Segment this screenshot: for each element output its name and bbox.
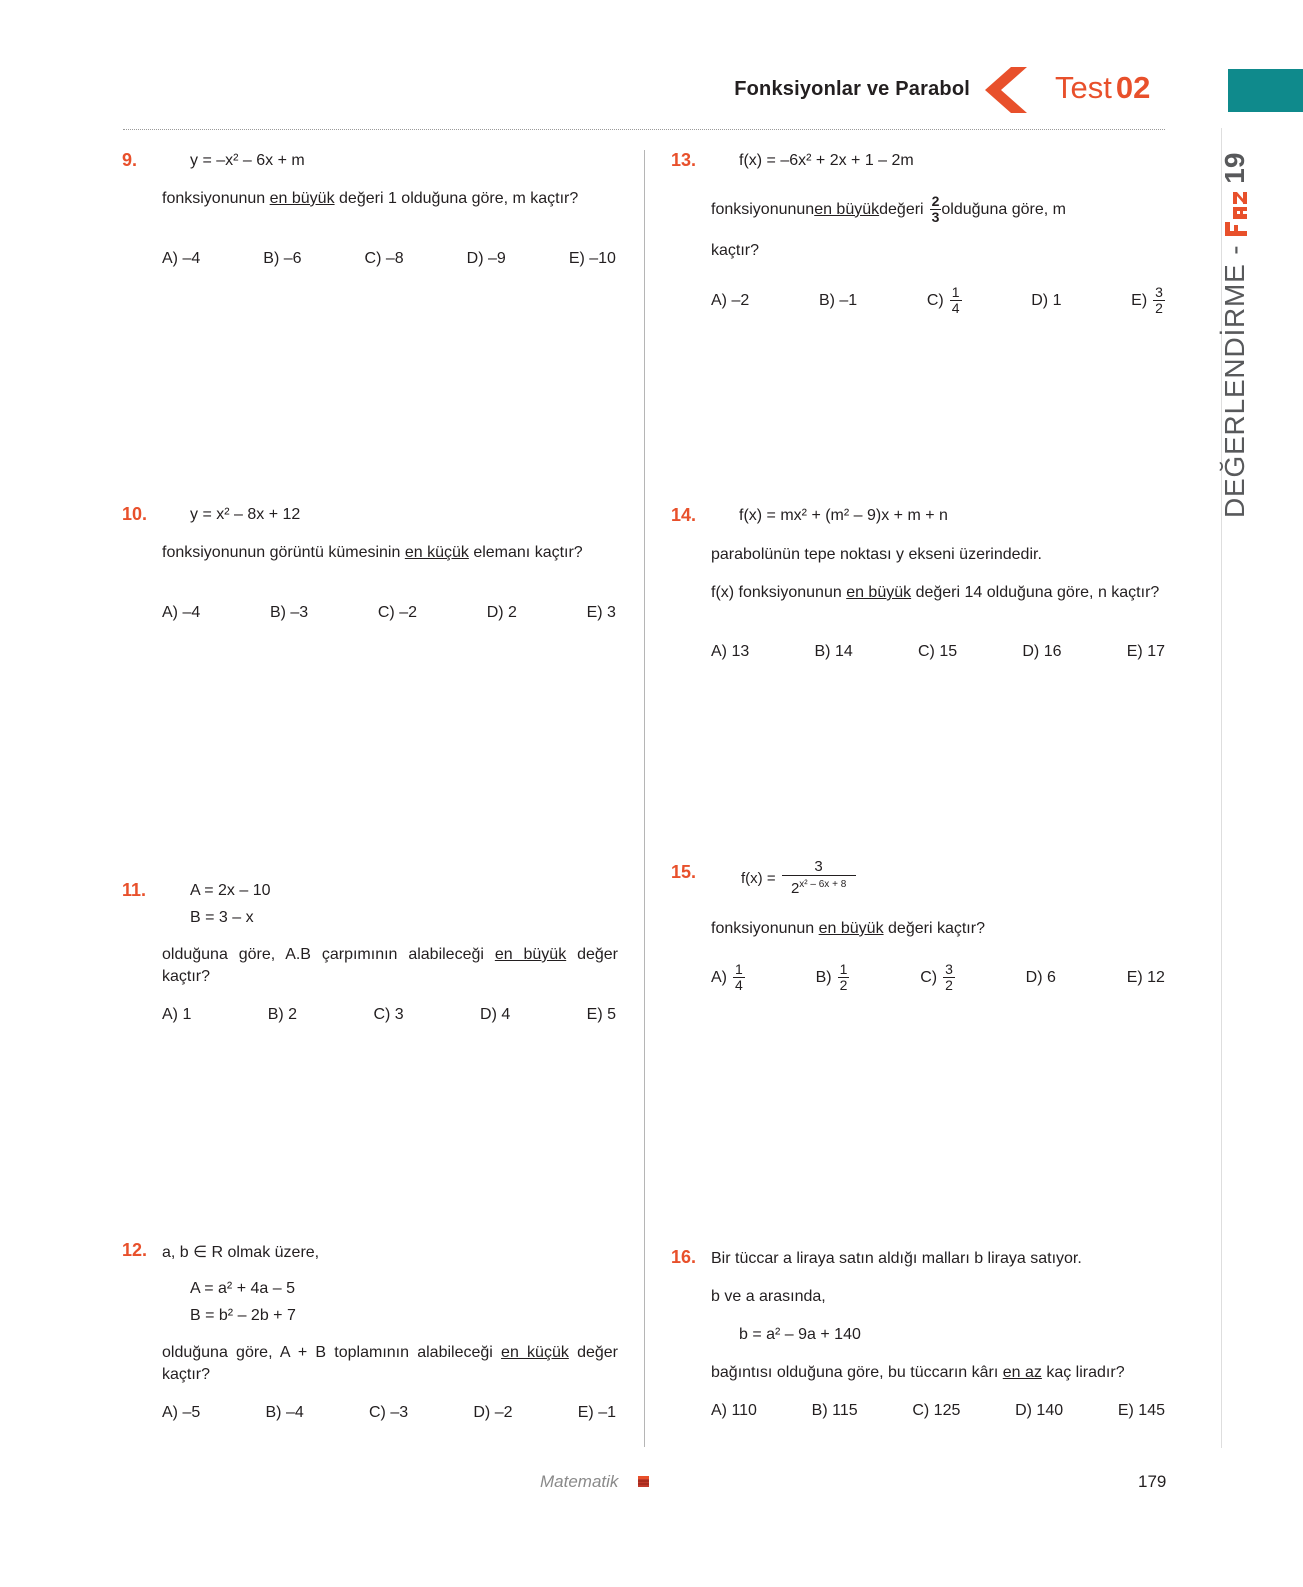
q15-option-e[interactable]: E) 12 <box>1126 968 1165 986</box>
q16-expression: b = a² – 9a + 140 <box>739 1326 861 1343</box>
q16-option-a[interactable]: A) 110 <box>711 1402 757 1419</box>
q9-options <box>162 250 616 268</box>
q12-intro: a, b ∈ R olmak üzere, <box>162 1244 320 1261</box>
q10-option-c[interactable]: C) –2 <box>377 604 417 621</box>
test-number: 02 <box>1115 70 1151 105</box>
q12-option-c[interactable]: C) –3 <box>369 1404 409 1421</box>
q15-emphasis: en büyük <box>818 920 884 937</box>
q11-option-d[interactable]: D) 4 <box>480 1006 511 1023</box>
q13-option-e[interactable]: E) $\frac{3}{2}$ <box>1131 284 1163 316</box>
q13-fraction: $\frac{2}{3}$ <box>931 193 940 225</box>
q15-fraction: $\frac{3}{2^{x^2 - 6x + 8}}$ <box>782 858 856 898</box>
q10-option-e[interactable]: E) 3 <box>586 604 616 621</box>
q14-options <box>711 643 1165 661</box>
q15-options <box>711 962 1165 993</box>
q15-option-b[interactable]: B) $\frac{1}{2}$ <box>815 961 848 993</box>
header-divider <box>123 129 1165 130</box>
q11-emphasis: en büyük <box>494 946 567 963</box>
q14-expression: f(x) = mx² + (m² – 9)x + m + n <box>739 507 948 524</box>
q14-option-d[interactable]: D) 16 <box>1022 643 1062 660</box>
q15-option-c[interactable]: C) $\frac{3}{2}$ <box>920 961 953 993</box>
q12-number: 12. <box>122 1240 148 1260</box>
q9-stem: fonksiyonunun en büyük değeri 1 olduğuna göre, m kaçtır? <box>162 190 579 207</box>
q9-expression: y = –x² – 6x + m <box>190 152 305 169</box>
q10-number: 10. <box>122 504 148 524</box>
q16-stem: bağıntısı olduğuna göre, bu tüccarın kârı en az kaç liradır? <box>711 1364 1125 1381</box>
side-label <box>1183 148 1250 518</box>
test-word: Test <box>1055 70 1112 105</box>
chevron-left-icon <box>985 67 1027 113</box>
page-number: 179 <box>1138 1472 1167 1491</box>
q14-emphasis: en büyük <box>846 584 912 601</box>
q14-option-b[interactable]: B) 14 <box>814 643 853 660</box>
q11-option-e[interactable]: E) 5 <box>586 1006 616 1023</box>
section-tab <box>1228 69 1303 112</box>
q10-option-b[interactable]: B) –3 <box>269 604 309 621</box>
q10-expression: y = x² – 8x + 12 <box>190 506 301 523</box>
q12-option-b[interactable]: B) –4 <box>265 1404 304 1421</box>
q16-emphasis: en az <box>1002 1364 1042 1381</box>
q15-lhs: f(x) = <box>741 869 776 887</box>
q16-option-e[interactable]: E) 145 <box>1117 1402 1165 1419</box>
q11-expression-a: A = 2x – 10 <box>190 882 271 899</box>
q15-number: 15. <box>671 862 697 882</box>
q10-emphasis: en küçük <box>404 544 469 561</box>
q9-emphasis: en büyük <box>269 190 335 207</box>
q12-option-e[interactable]: E) –1 <box>577 1404 616 1421</box>
q13-option-b[interactable]: B) –1 <box>818 291 858 309</box>
q13-number: 13. <box>671 150 697 170</box>
q9-option-c[interactable]: C) –8 <box>364 250 404 267</box>
side-number: 19 <box>1219 152 1250 184</box>
q12-expression-a: A = a² + 4a – 5 <box>190 1280 295 1297</box>
q12-emphasis: en küçük <box>501 1344 569 1361</box>
q16-option-c[interactable]: C) 125 <box>912 1402 961 1419</box>
q9-option-b[interactable]: B) –6 <box>263 250 302 267</box>
q9-option-d[interactable]: D) –9 <box>466 250 506 267</box>
q16-option-b[interactable]: B) 115 <box>811 1402 858 1419</box>
q11-option-b[interactable]: B) 2 <box>267 1006 298 1023</box>
q13-stem-end: kaçtır? <box>711 242 760 259</box>
q14-condition: parabolünün tepe noktası y ekseni üzerindedir. <box>711 546 1042 563</box>
q11-number: 11. <box>122 880 147 900</box>
q12-options <box>162 1404 616 1422</box>
q13-option-a[interactable]: A) –2 <box>711 291 750 309</box>
side-label-text: DEĞERLENDİRME - <box>1219 244 1250 518</box>
q11-option-a[interactable]: A) 1 <box>162 1006 192 1023</box>
q12-stem: olduğuna göre, A + B toplamının alabileceği en küçük değer kaçtır? <box>162 1344 618 1383</box>
q16-options <box>711 1402 1165 1420</box>
q11-expression-b: B = 3 – x <box>190 909 254 926</box>
q10-option-d[interactable]: D) 2 <box>486 604 517 621</box>
q11-options <box>162 1006 616 1024</box>
q15-stem: fonksiyonunun en büyük değeri kaçtır? <box>711 920 985 937</box>
q13-options <box>711 285 1165 316</box>
q15-option-a[interactable]: A) $\frac{1}{4}$ <box>711 961 743 993</box>
test-label <box>1055 70 1150 106</box>
q13-expression: f(x) = –6x² + 2x + 1 – 2m <box>739 152 914 169</box>
q16-number: 16. <box>671 1247 697 1267</box>
fasikul-logo <box>1221 192 1249 236</box>
q9-option-a[interactable]: A) –4 <box>162 250 201 267</box>
footer-square-icon <box>638 1476 649 1487</box>
q10-options <box>162 604 616 622</box>
q12-expression-b: B = b² – 2b + 7 <box>190 1307 296 1324</box>
q15-option-d[interactable]: D) 6 <box>1025 968 1056 986</box>
footer-subject: Matematik <box>540 1472 619 1491</box>
q13-stem: fonksiyonunun en büyük değeri $\frac{2}{3}$ olduğuna göre, m <box>711 193 1066 225</box>
chapter-title: Fonksiyonlar ve Parabol <box>734 78 970 100</box>
column-divider <box>644 150 645 1447</box>
q13-option-d[interactable]: D) 1 <box>1031 291 1062 309</box>
q12-option-a[interactable]: A) –5 <box>162 1404 201 1421</box>
q13-emphasis: en büyük <box>814 200 880 218</box>
q14-stem: f(x) fonksiyonunun en büyük değeri 14 olduğuna göre, n kaçtır? <box>711 584 1160 601</box>
q16-option-d[interactable]: D) 140 <box>1015 1402 1064 1419</box>
q14-option-a[interactable]: A) 13 <box>711 643 750 660</box>
q14-option-c[interactable]: C) 15 <box>918 643 958 660</box>
q16-line1: Bir tüccar a liraya satın aldığı malları b liraya satıyor. <box>711 1250 1082 1267</box>
q16-line2: b ve a arasında, <box>711 1288 826 1305</box>
q10-stem: fonksiyonunun görüntü kümesinin en küçük elemanı kaçtır? <box>162 544 583 561</box>
q9-option-e[interactable]: E) –10 <box>568 250 616 267</box>
q12-option-d[interactable]: D) –2 <box>473 1404 513 1421</box>
q14-number: 14. <box>671 505 697 525</box>
q11-stem: olduğuna göre, A.B çarpımının alabileceği en büyük değer kaçtır? <box>162 946 619 985</box>
q14-option-e[interactable]: E) 17 <box>1126 643 1165 660</box>
q9-number: 9. <box>122 150 138 170</box>
q15-expression <box>741 858 856 898</box>
q11-option-c[interactable]: C) 3 <box>373 1006 404 1023</box>
q10-option-a[interactable]: A) –4 <box>162 604 201 621</box>
q13-option-c[interactable]: C) $\frac{1}{4}$ <box>926 284 960 316</box>
